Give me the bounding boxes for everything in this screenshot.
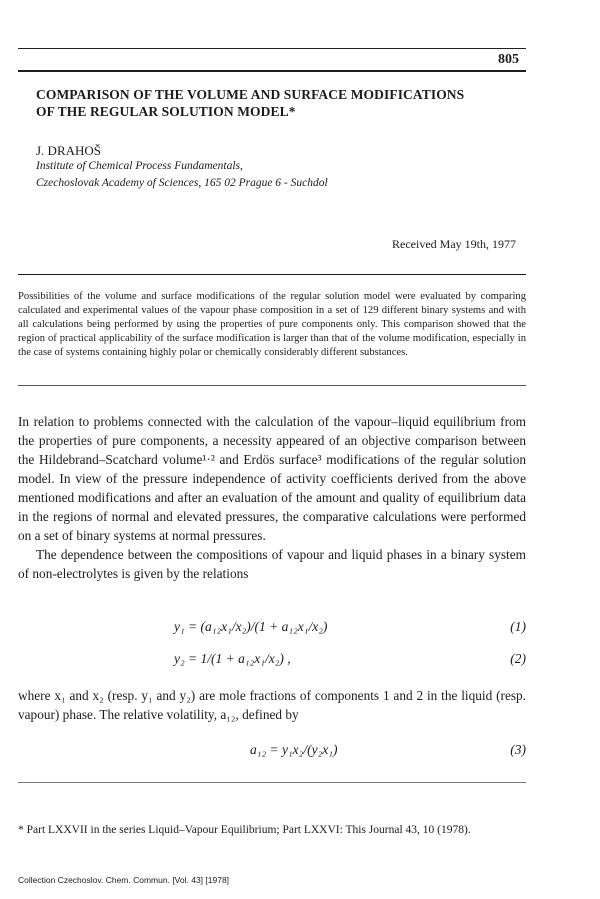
equation-3-number: (3) [510,742,526,757]
equation-2-expression: y₂ = 1/(1 + a₁₂x₁/x₂) , [174,651,291,666]
affiliation-line-2: Czechoslovak Academy of Sciences, 165 02 Prague 6 - Suchdol [36,177,328,189]
title-line-1: COMPARISON OF THE VOLUME AND SURFACE MODIFICATIONS [36,87,465,102]
equation-3 [0,742,540,762]
abstract-text: Possibilities of the volume and surface modifications of the regular solution model were evaluated by comparing calculated and experimental values of the vapour phase composition in a set of 129 different binary systems and with all calculations being performed by using the properties of pure components only. This comparison showed that the region of practical applicability of the surface modification is larger than that of the volume modification, especially in the case of systems containing highly polar or chemically considerably different substances. [18,291,526,358]
abstract [18,290,526,360]
equation-2 [0,651,540,671]
equation-2-number: (2) [510,651,526,666]
paragraph-2: The dependence between the compositions of vapour and liquid phases in a binary system of non-electrolytes is given by the relations [18,547,526,581]
received-date: Received May 19th, 1977 [392,237,516,251]
footnote [18,822,526,838]
affiliation-line-1: Institute of Chemical Process Fundamentals, [36,160,243,172]
paragraph-3: where x₁ and x₂ (resp. y₁ and y₂) are mole fractions of components 1 and 2 in the liquid (resp. vapour) phase. The relative volatility, a₁₂, defined by [18,688,526,722]
article-title [36,86,556,120]
paragraph-1: In relation to problems connected with the calculation of the vapour–liquid equilibrium from the properties of pure components, a necessity appeared of an objective comparison between the Hildebrand–Scatchard volume¹·² and Erdös surface³ modifications of the regular solution model. In view of the pressure independence of activity coefficients derived from the above mentioned modifications and after an evaluation of the amount and quality of equilibrium data in the regions of normal and elevated pressures, the comparative calculations were performed on a set of binary systems at normal pressures. [18,414,526,543]
body-paragraph-3-block [18,686,526,724]
top-rule [18,48,526,49]
journal-footer: Collection Czechoslov. Chem. Commun. [Vol. 43] [1978] [18,875,230,885]
author: J. DRAHOŠ [36,143,102,158]
abstract-top-rule [18,274,526,275]
page-number: 805 [498,52,519,67]
header-rule [18,70,526,72]
equation-3-expression: a₁₂ = y₁x₂/(y₂x₁) [250,742,338,757]
body-paragraphs [18,412,526,583]
abstract-bottom-rule [18,385,526,386]
equation-1 [0,619,540,639]
equation-1-expression: y₁ = (a₁₂x₁/x₂)/(1 + a₁₂x₁/x₂) [174,619,328,634]
footnote-rule [18,782,526,783]
equation-1-number: (1) [510,619,526,634]
footnote-text: * Part LXXVII in the series Liquid–Vapour Equilibrium; Part LXXVI: This Journal 43, 10 (1978). [18,824,471,836]
title-line-2: OF THE REGULAR SOLUTION MODEL* [36,104,296,119]
